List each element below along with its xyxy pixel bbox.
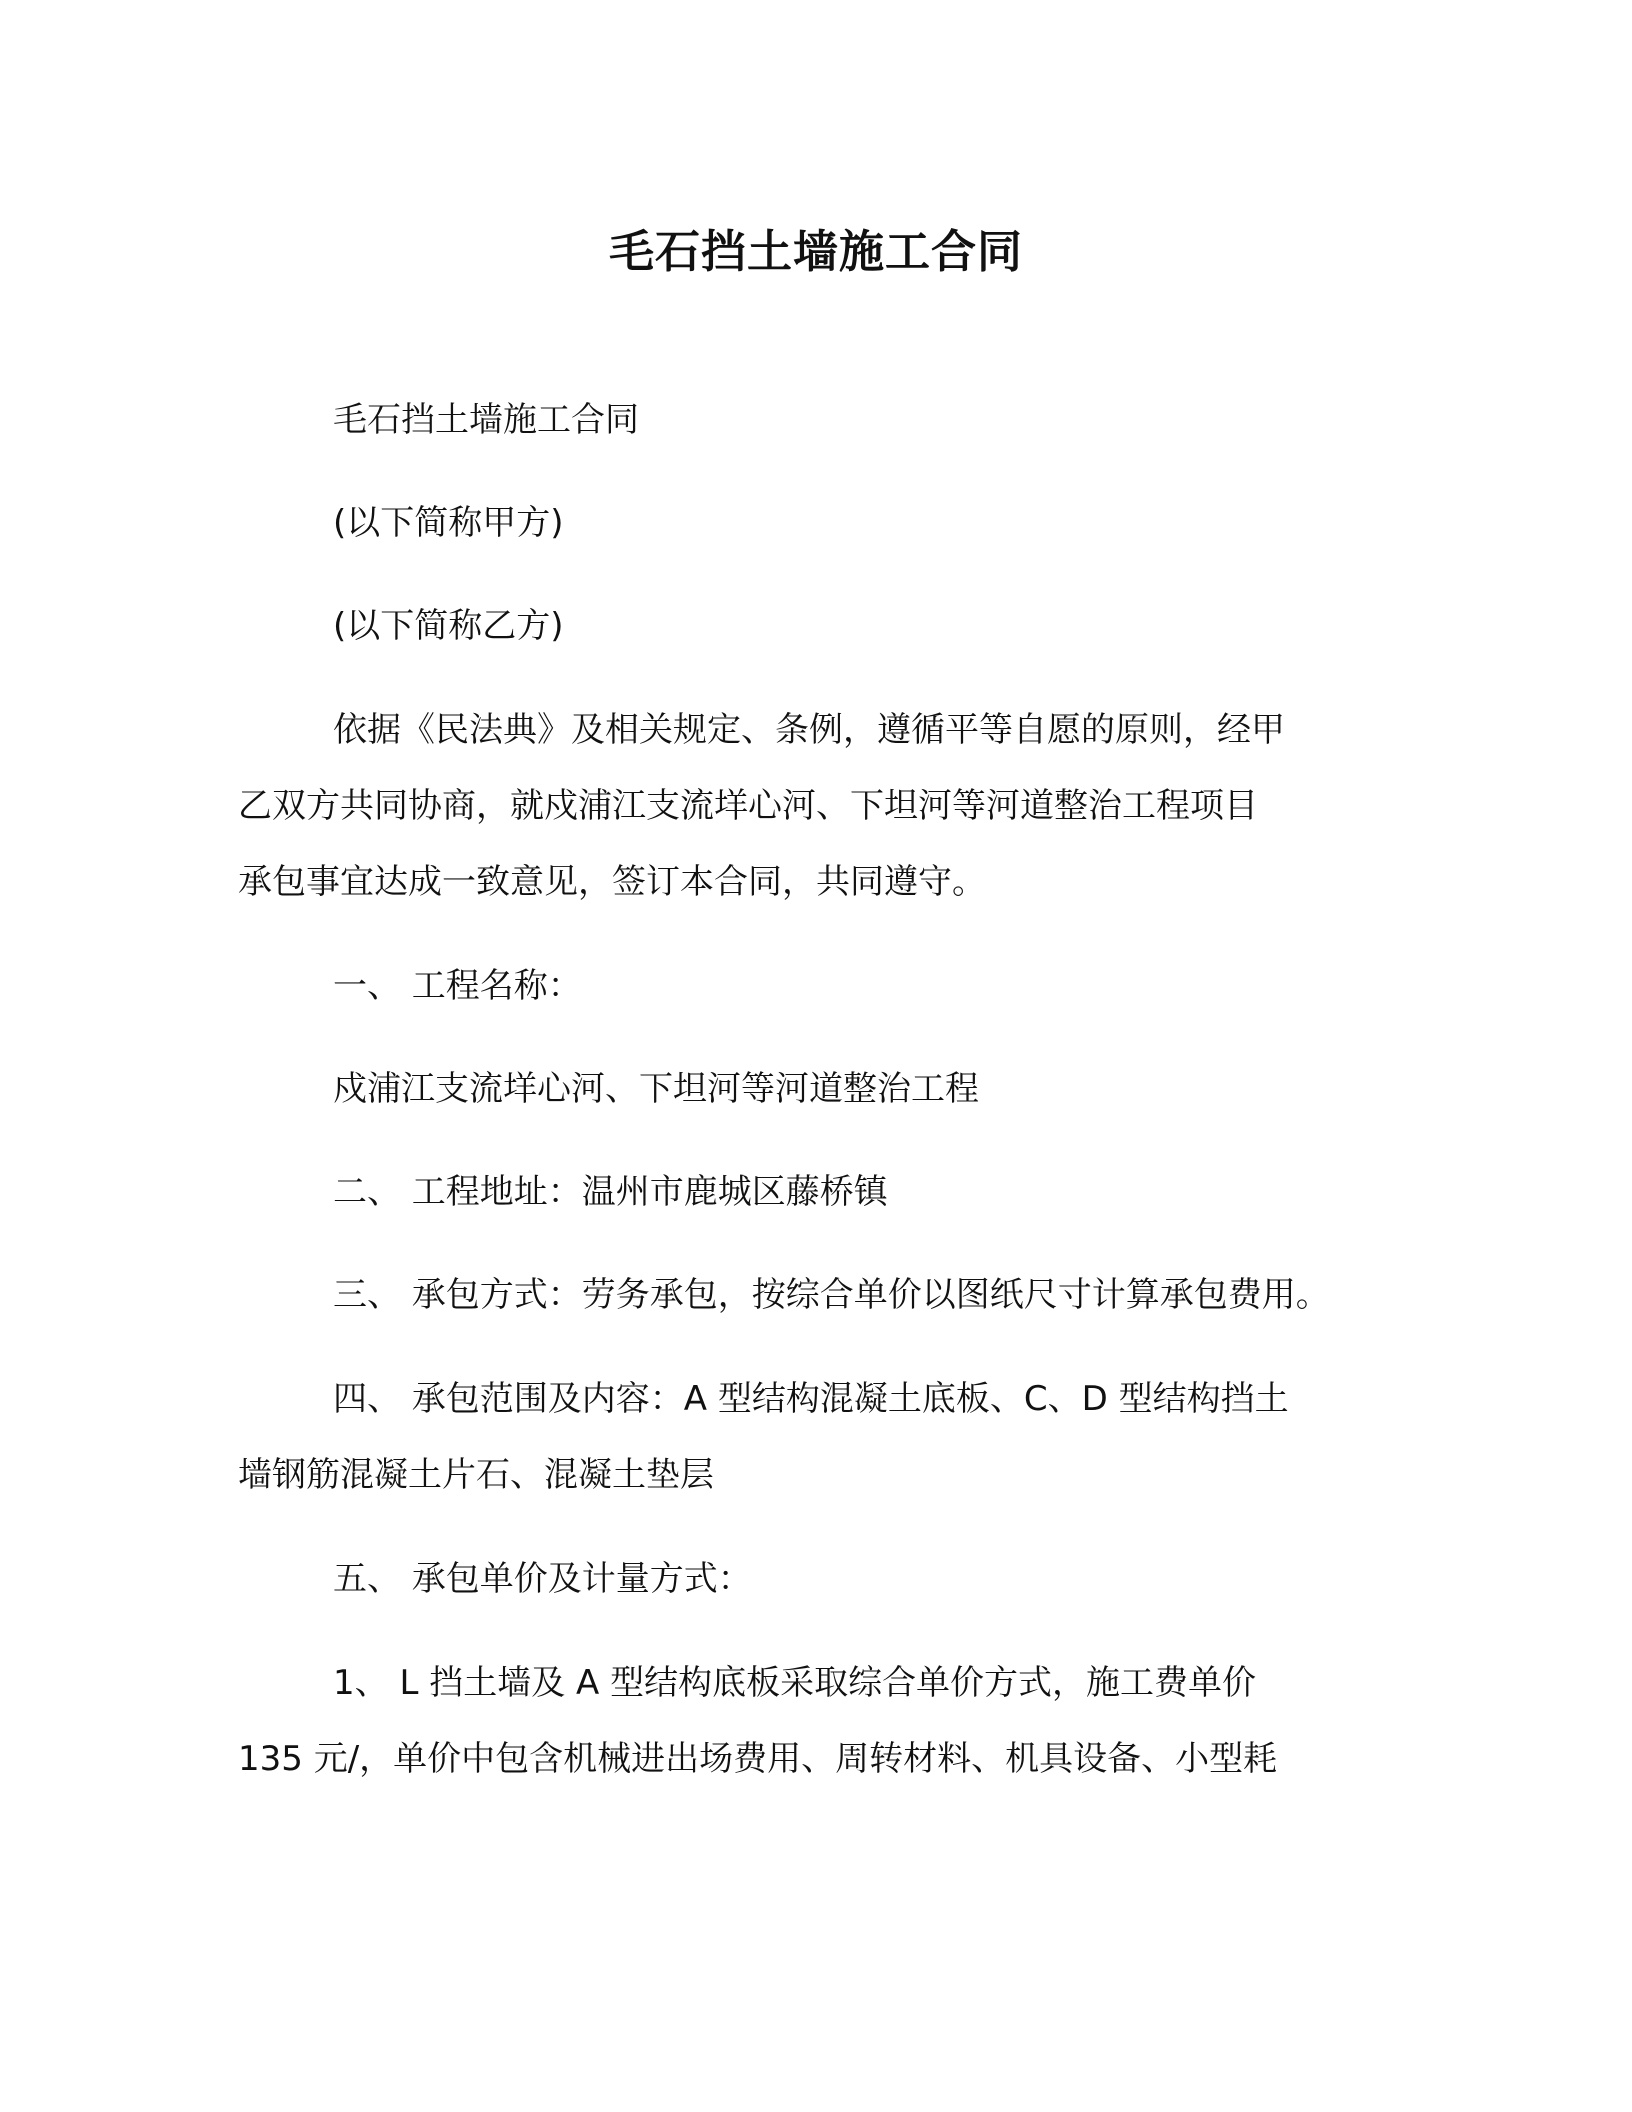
section-4-line-1: 四、 承包范围及内容：A 型结构混凝土底板、C、D 型结构挡土 xyxy=(333,1379,1289,1419)
item-1-line-2: 135 元/，单价中包含机械进出场费用、周转材料、机具设备、小型耗 xyxy=(238,1739,1278,1779)
item-1-line-1: 1、 L 挡土墙及 A 型结构底板采取综合单价方式，施工费单价 xyxy=(333,1663,1257,1703)
party-a-line: (以下简称甲方) xyxy=(333,503,564,543)
preamble-line-3: 承包事宜达成一致意见，签订本合同，共同遵守。 xyxy=(238,862,986,902)
document-title: 毛石挡土墙施工合同 xyxy=(608,225,1023,278)
preamble-line-1: 依据《民法典》及相关规定、条例，遵循平等自愿的原则，经甲 xyxy=(333,710,1285,750)
section-3-line: 三、 承包方式：劳务承包，按综合单价以图纸尺寸计算承包费用。 xyxy=(333,1275,1330,1315)
section-5-heading: 五、 承包单价及计量方式： xyxy=(333,1559,752,1599)
section-4-line-2: 墙钢筋混凝土片石、混凝土垫层 xyxy=(238,1455,714,1495)
contract-name-line: 毛石挡土墙施工合同 xyxy=(333,400,639,440)
project-name-line: 戍浦江支流垟心河、下坦河等河道整治工程 xyxy=(333,1069,979,1109)
section-1-heading: 一、 工程名称： xyxy=(333,966,582,1006)
party-b-line: (以下简称乙方) xyxy=(333,606,564,646)
section-2-line: 二、 工程地址：温州市鹿城区藤桥镇 xyxy=(333,1172,888,1212)
preamble-line-2: 乙双方共同协商，就戍浦江支流垟心河、下坦河等河道整治工程项目 xyxy=(238,786,1258,826)
